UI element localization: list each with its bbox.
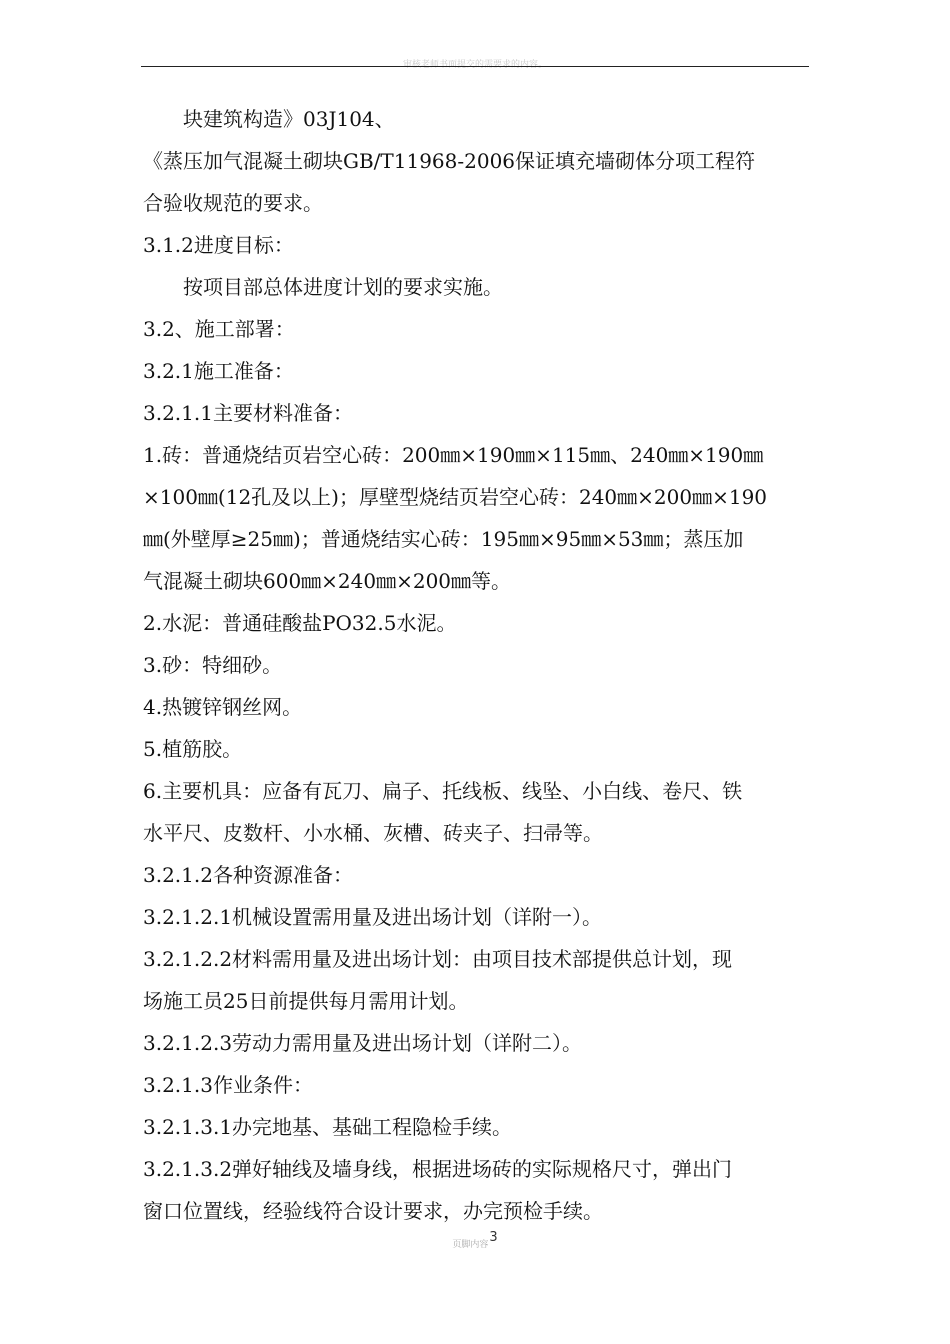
- text-line: 3.2.1.2.2材料需用量及进出场计划：由项目技术部提供总计划，现: [143, 947, 733, 971]
- text-line: 3.2.1施工准备：: [143, 359, 294, 383]
- text-line: 5.植筋胶。: [143, 737, 243, 761]
- text-line: 场施工员25日前提供每月需用计划。: [143, 989, 469, 1013]
- text-line: 3.2.1.2.1机械设置需用量及进出场计划（详附一）。: [143, 905, 603, 929]
- text-line: 3.1.2进度目标：: [143, 233, 294, 257]
- text-line: 3.2.1.1主要材料准备：: [143, 401, 353, 425]
- page-header-text: 审核老师书面提交的需要求的内容。: [402, 60, 547, 70]
- text-line: 4.热镀锌钢丝网。: [143, 695, 303, 719]
- text-line: 合验收规范的要求。: [143, 191, 323, 215]
- text-line: 气混凝土砌块600㎜×240㎜×200㎜等。: [143, 569, 512, 593]
- text-line: 3.2.1.3作业条件：: [143, 1073, 313, 1097]
- text-line: 3.2.1.2.3劳动力需用量及进出场计划（详附二）。: [143, 1031, 583, 1055]
- document-body: [143, 98, 819, 1232]
- text-line: 3.砂：特细砂。: [143, 653, 283, 677]
- text-line: 块建筑构造》03J104、: [183, 107, 395, 131]
- text-line: 2.水泥：普通硅酸盐PO32.5水泥。: [143, 611, 457, 635]
- text-line: 窗口位置线，经验线符合设计要求，办完预检手续。: [143, 1199, 603, 1223]
- text-line: 3.2、施工部署：: [143, 317, 295, 341]
- text-line: 3.2.1.3.2弹好轴线及墙身线，根据进场砖的实际规格尺寸，弹出门: [143, 1157, 733, 1181]
- header-divider: [141, 66, 809, 67]
- page-footer: [0, 1232, 950, 1251]
- text-line: 1.砖：普通烧结页岩空心砖：200㎜×190㎜×115㎜、240㎜×190㎜: [143, 443, 764, 467]
- text-line: ㎜(外壁厚≥25㎜)；普通烧结实心砖：195㎜×95㎜×53㎜；蒸压加: [143, 527, 744, 551]
- text-line: ×100㎜(12孔及以上)；厚壁型烧结页岩空心砖：240㎜×200㎜×190: [143, 485, 768, 509]
- text-line: 6.主要机具：应备有瓦刀、扁子、托线板、线坠、小白线、卷尺、铁: [143, 779, 743, 803]
- text-line: 按项目部总体进度计划的要求实施。: [183, 275, 503, 299]
- text-line: 3.2.1.3.1办完地基、基础工程隐检手续。: [143, 1115, 513, 1139]
- text-line: 水平尺、皮数杆、小水桶、灰槽、砖夹子、扫帚等。: [143, 821, 603, 845]
- text-line: 3.2.1.2各种资源准备：: [143, 863, 353, 887]
- footer-label: 页脚内容: [452, 1240, 489, 1250]
- text-line: 《蒸压加气混凝土砌块GB/T11968-2006保证填充墙砌体分项工程符: [143, 149, 756, 173]
- page-number: 3: [489, 1230, 498, 1245]
